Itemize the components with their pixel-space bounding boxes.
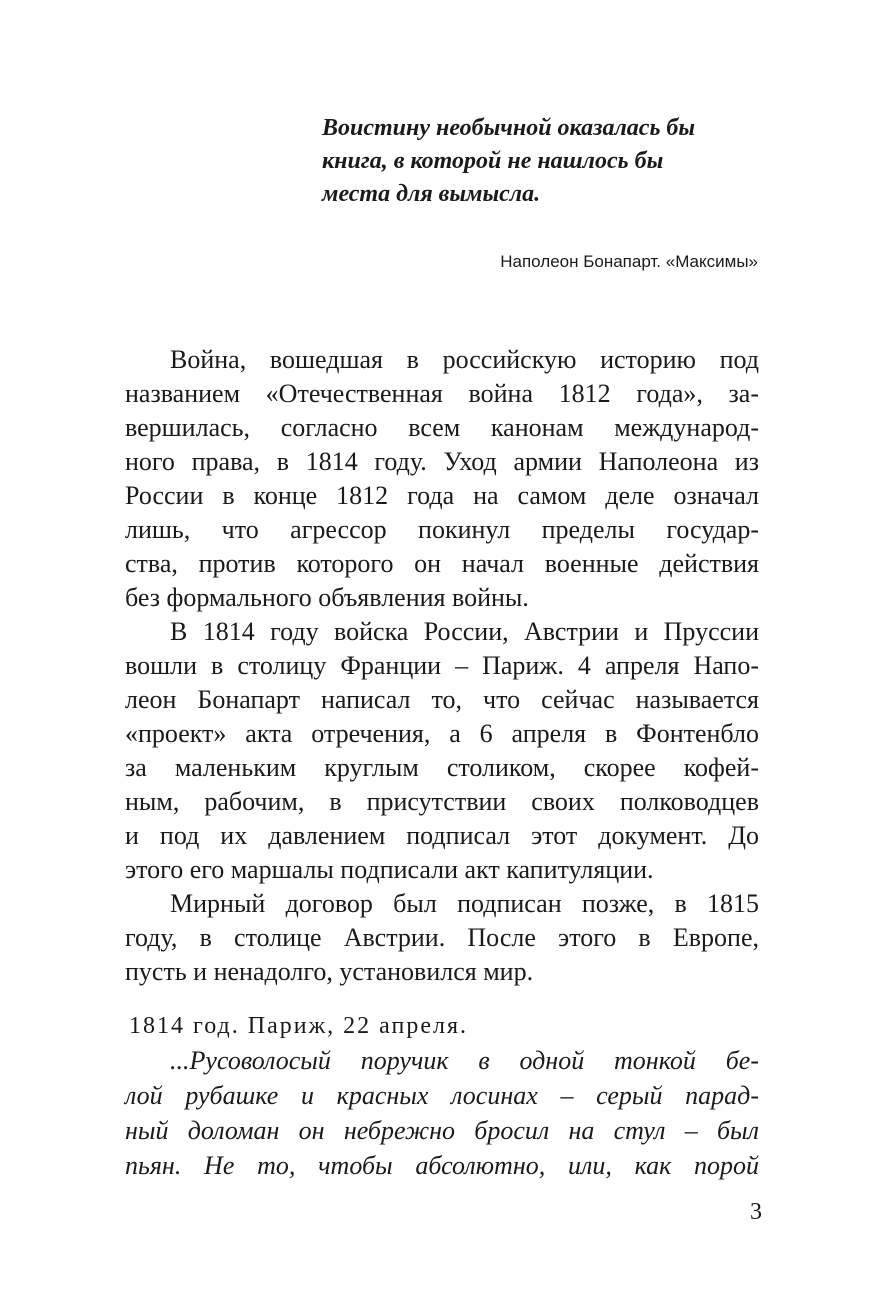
text-line: за маленьким круглым столиком, скорее кофей- xyxy=(125,753,759,782)
text-line: названием «Отечественная война 1812 года», за- xyxy=(125,379,759,408)
text-line: В 1814 году войска России, Австрии и Пруссии xyxy=(170,617,759,646)
text-line: ства, против которого он начал военные действия xyxy=(125,549,759,578)
text-line: вошли в столицу Франции – Париж. 4 апреля Напо- xyxy=(125,651,759,680)
epigraph-line: книга, в которой не нашлось бы xyxy=(322,148,664,174)
text-line: и под их давлением подписал этот документ. До xyxy=(125,821,759,850)
text-line: этого его маршалы подписали акт капитуляции. xyxy=(125,855,654,884)
epigraph xyxy=(322,112,772,211)
text-line: ный доломан он небрежно бросил на стул – был xyxy=(125,1116,759,1145)
text-line: ...Русоволосый поручик в одной тонкой бе- xyxy=(170,1046,759,1075)
text-line: России в конце 1812 года на самом деле означал xyxy=(125,481,759,510)
text-line: лишь, что агрессор покинул пределы государ- xyxy=(125,515,759,544)
epigraph-attribution: Наполеон Бонапарт. «Максимы» xyxy=(500,252,758,271)
epigraph-line: Воистину необычной оказалась бы xyxy=(322,115,696,141)
text-line: году, в столице Австрии. После этого в Европе, xyxy=(125,923,759,952)
text-line: лой рубашке и красных лосинах – серый парад- xyxy=(125,1081,759,1110)
text-line: Мирный договор был подписан позже, в 1815 xyxy=(170,889,759,918)
text-line: ным, рабочим, в присутствии своих полководцев xyxy=(125,787,759,816)
text-line: «проект» акта отречения, а 6 апреля в Фонтенбло xyxy=(125,719,759,748)
text-line: Война, вошедшая в российскую историю под xyxy=(170,345,759,374)
text-line: вершилась, согласно всем канонам международ- xyxy=(125,413,759,442)
text-line: пусть и ненадолго, установился мир. xyxy=(125,957,534,986)
text-line: ного права, в 1814 году. Уход армии Наполеона из xyxy=(125,447,759,476)
text-line: леон Бонапарт написал то, что сейчас называется xyxy=(125,685,759,714)
text-line: пьян. Не то, чтобы абсолютно, или, как порой xyxy=(125,1151,759,1180)
text-line: без формального объявления войны. xyxy=(125,583,529,612)
chapter-dateline: 1814 год. Париж, 22 апреля. xyxy=(129,1013,469,1039)
excerpt-text xyxy=(125,1043,759,1183)
body-text xyxy=(125,343,759,989)
epigraph-line: места для вымысла. xyxy=(322,181,541,207)
page-number: 3 xyxy=(750,1199,762,1225)
